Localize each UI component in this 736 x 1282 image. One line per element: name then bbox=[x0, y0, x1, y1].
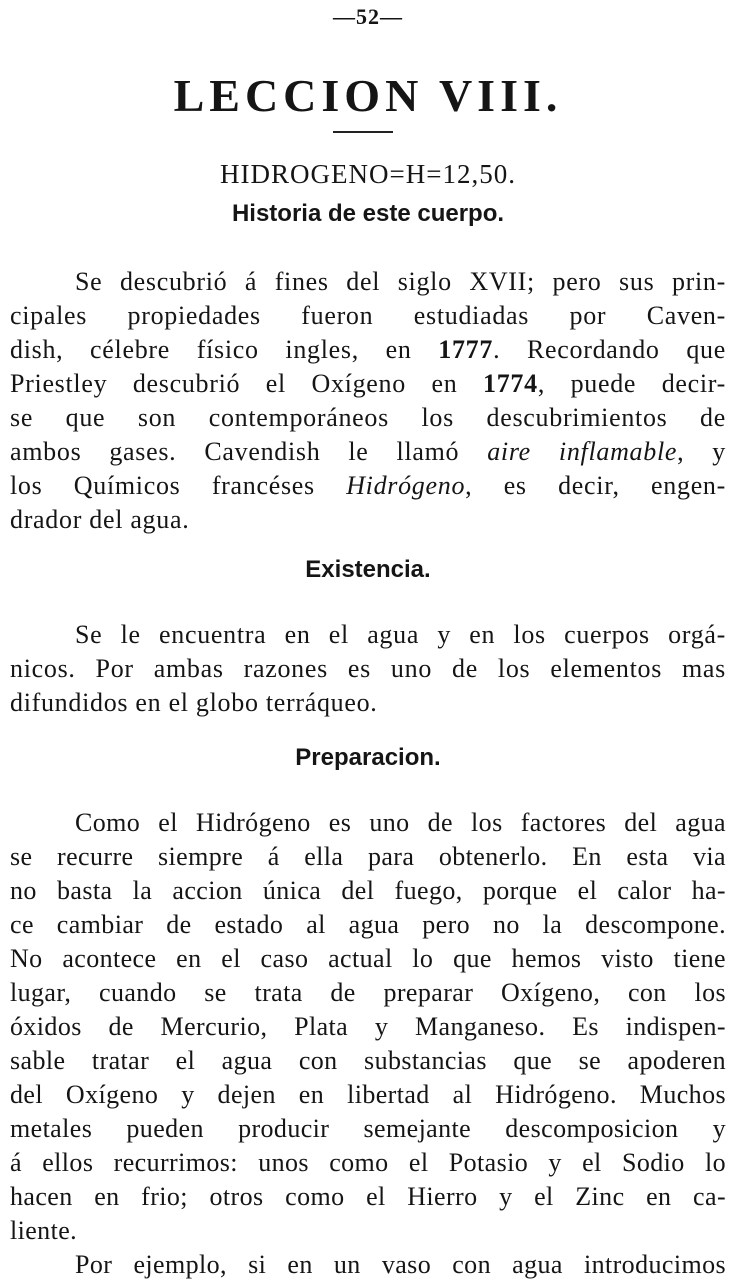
text-line: Se descubrió á fines del siglo XVII; pero sus prin- bbox=[75, 267, 726, 296]
text-line: ce cambiar de estado al agua pero no la descompone. bbox=[10, 910, 726, 939]
text-line: no basta la accion única del fuego, porque el calor ha- bbox=[10, 876, 726, 905]
text-line: se recurre siempre á ella para obtenerlo. En esta via bbox=[10, 842, 726, 871]
text-line: á ellos recurrimos: unos como el Potasio y el Sodio lo bbox=[10, 1148, 726, 1177]
lesson-title: LECCION VIII. bbox=[173, 70, 563, 121]
paragraph-historia bbox=[10, 265, 726, 537]
text-line: liente. bbox=[10, 1216, 78, 1245]
text-line: Se le encuentra en el agua y en los cuerpos orgá- bbox=[75, 620, 726, 649]
text-line: difundidos en el globo terráqueo. bbox=[10, 688, 378, 717]
text-line: dish, célebre físico ingles, en 1777. Recordando que bbox=[10, 335, 726, 364]
text-line: sable tratar el agua con substancias que se apoderen bbox=[10, 1046, 726, 1075]
text-line: drador del agua. bbox=[10, 505, 190, 534]
text-line: ambos gases. Cavendish le llamó aire inflamable, y bbox=[10, 437, 726, 466]
text-line: lugar, cuando se trata de preparar Oxígeno, con los bbox=[10, 978, 726, 1007]
text-line: metales pueden producir semejante descomposicion y bbox=[10, 1114, 726, 1143]
text-line: del Oxígeno y dejen en libertad al Hidrógeno. Muchos bbox=[10, 1080, 726, 1109]
text-line: se que son contemporáneos los descubrimientos de bbox=[10, 403, 726, 432]
text-line: hacen en frio; otros como el Hierro y el Zinc en ca- bbox=[10, 1182, 726, 1211]
paragraph-preparacion bbox=[10, 806, 726, 1282]
page-number: —52— bbox=[333, 4, 403, 29]
text-line: Priestley descubrió el Oxígeno en 1774, puede decir- bbox=[10, 369, 727, 398]
text-line: Como el Hidrógeno es uno de los factores del agua bbox=[75, 808, 726, 837]
paragraph-existencia bbox=[10, 618, 726, 720]
text-line: nicos. Por ambas razones es uno de los elementos mas bbox=[10, 654, 726, 683]
text-line: óxidos de Mercurio, Plata y Manganeso. Es indispen- bbox=[10, 1012, 726, 1041]
text-line: Por ejemplo, si en un vaso con agua introducimos bbox=[75, 1250, 726, 1279]
text-line: los Químicos francéses Hidrógeno, es decir, engen- bbox=[10, 471, 726, 500]
text-line: No acontece en el caso actual lo que hemos visto tiene bbox=[10, 944, 726, 973]
title-divider bbox=[333, 131, 393, 133]
text-line: cipales propiedades fueron estudiadas por Caven- bbox=[10, 301, 726, 330]
heading-historia: Historia de este cuerpo. bbox=[231, 200, 505, 227]
heading-existencia: Existencia. bbox=[305, 556, 431, 583]
heading-preparacion: Preparacion. bbox=[295, 744, 441, 771]
formula-line: HIDROGENO=H=12,50. bbox=[220, 159, 516, 189]
